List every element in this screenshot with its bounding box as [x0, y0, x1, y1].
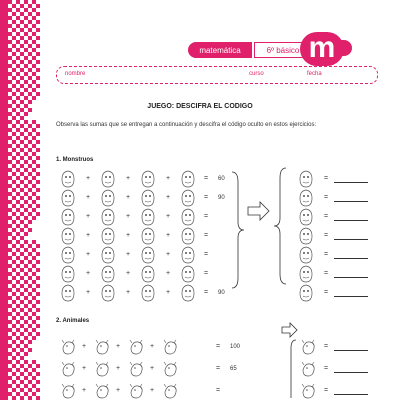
plus-sign: +	[86, 194, 91, 201]
name-label: nombre	[65, 71, 86, 77]
plus-sign: +	[86, 213, 91, 220]
equals-sign: =	[324, 213, 329, 220]
plus-sign: +	[166, 175, 171, 182]
plus-sign: +	[126, 270, 131, 277]
left-brace	[291, 340, 296, 398]
subject-pill: matemática	[188, 42, 252, 58]
plus-sign: +	[126, 289, 131, 296]
plus-sign: +	[126, 251, 131, 258]
sum-result: 100	[230, 344, 241, 350]
equals-sign: =	[204, 232, 209, 239]
grade-pill: 6º básico	[254, 42, 312, 58]
equals-sign: =	[324, 365, 329, 372]
plus-sign: +	[86, 175, 91, 182]
equals-sign: =	[204, 270, 209, 277]
sum-result: 90	[218, 290, 225, 296]
equals-sign: =	[204, 251, 209, 258]
logo: m	[300, 32, 344, 66]
left-brace	[274, 168, 286, 284]
equals-sign: =	[324, 194, 329, 201]
equals-sign: =	[204, 175, 209, 182]
plus-sign: +	[86, 251, 91, 258]
plus-sign: +	[126, 194, 131, 201]
plus-sign: +	[82, 387, 87, 394]
arrow-icon	[282, 323, 297, 337]
plus-sign: +	[116, 343, 121, 350]
plus-sign: +	[166, 289, 171, 296]
plus-sign: +	[166, 194, 171, 201]
equals-sign: =	[324, 232, 329, 239]
plus-sign: +	[150, 365, 155, 372]
equals-sign: =	[324, 175, 329, 182]
plus-sign: +	[126, 232, 131, 239]
equals-sign: =	[324, 270, 329, 277]
equals-sign: =	[216, 343, 221, 350]
plus-sign: +	[86, 232, 91, 239]
equals-sign: =	[324, 289, 329, 296]
sum-result: 60	[218, 176, 225, 182]
equals-sign: =	[324, 387, 329, 394]
right-brace	[232, 172, 244, 288]
plus-sign: +	[126, 213, 131, 220]
equals-sign: =	[324, 251, 329, 258]
sum-result: 65	[230, 366, 237, 372]
plus-sign: +	[86, 289, 91, 296]
equals-sign: =	[204, 289, 209, 296]
plus-sign: +	[116, 387, 121, 394]
plus-sign: +	[166, 232, 171, 239]
plus-sign: +	[116, 365, 121, 372]
plus-sign: +	[166, 270, 171, 277]
plus-sign: +	[166, 251, 171, 258]
plus-sign: +	[82, 343, 87, 350]
date-label: fecha	[307, 71, 322, 77]
plus-sign: +	[82, 365, 87, 372]
sum-result: 90	[218, 195, 225, 201]
equals-sign: =	[204, 194, 209, 201]
page-title: JUEGO: DESCIFRA EL CODIGO	[147, 103, 253, 110]
instructions: Observa las sumas que se entregan a continuación y descifra el código oculto en estos ejercicios:	[56, 122, 317, 128]
equals-sign: =	[216, 365, 221, 372]
arrow-icon	[248, 202, 269, 220]
section-heading-monsters: 1. Monstruos	[56, 157, 94, 163]
equals-sign: =	[324, 343, 329, 350]
section-heading-animals: 2. Animales	[56, 318, 90, 324]
equals-sign: =	[216, 387, 221, 394]
plus-sign: +	[166, 213, 171, 220]
plus-sign: +	[86, 270, 91, 277]
equals-sign: =	[204, 213, 209, 220]
course-label: curso	[249, 71, 264, 77]
plus-sign: +	[126, 175, 131, 182]
plus-sign: +	[150, 387, 155, 394]
plus-sign: +	[150, 343, 155, 350]
